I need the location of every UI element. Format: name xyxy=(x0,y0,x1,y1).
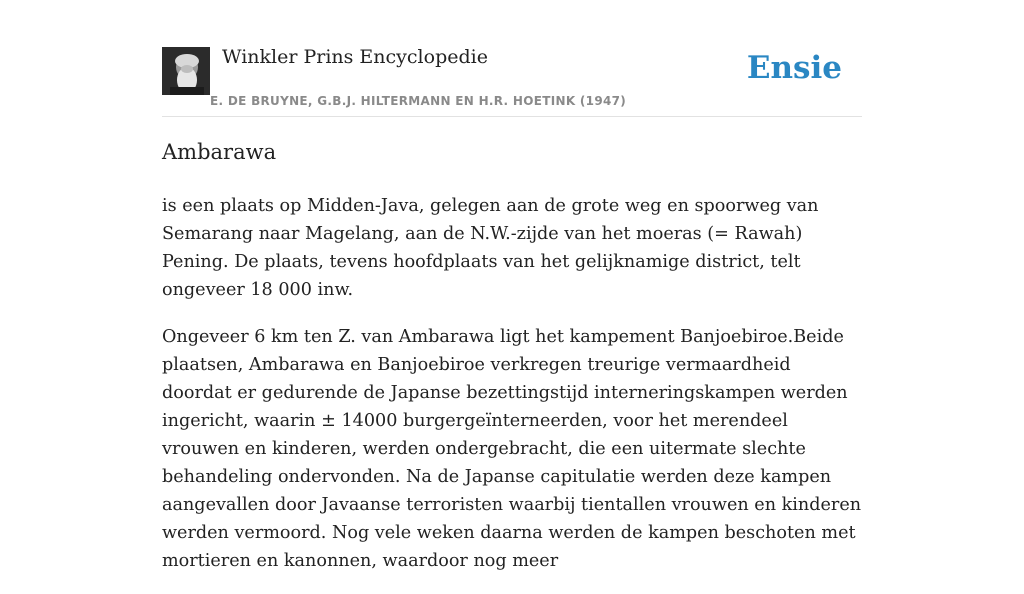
site-header xyxy=(162,0,862,117)
article-title: Ambarawa xyxy=(162,140,277,164)
paragraph: is een plaats op Midden-Java, gelegen aan de grote weg en spoorweg van Semarang naar Magelang, aan de N.W.-zijde van het moeras (= Rawah) Pening. De plaats, tevens hoofdplaats van het gelijknamige district, telt ongeveer 18 000 inw. xyxy=(162,196,819,300)
portrait-image xyxy=(162,47,210,95)
author-avatar[interactable] xyxy=(162,47,210,95)
authors-line: E. DE BRUYNE, G.B.J. HILTERMANN EN H.R. HOETINK (1947) xyxy=(210,94,627,108)
site-name[interactable]: Winkler Prins Encyclopedie xyxy=(222,46,488,68)
page-container xyxy=(162,0,862,571)
ensie-logo[interactable]: Ensie xyxy=(746,50,842,86)
paragraph: Ongeveer 6 km ten Z. van Ambarawa ligt het kampement Banjoebiroe.Beide plaatsen, Ambarawa en Banjoebiroe verkregen treurige vermaardheid doordat er gedurende de Japanse bezettingstijd interneringskampen werden ingericht, waarin ± 14000 burgergeïnterneerden, voor het merendeel vrouwen en kinderen, werden ondergebracht, die een uitermate slechte behandeling ondervonden. Na de Japanse capitulatie werden deze kampen aangevallen door Javaanse terroristen waarbij tientallen vrouwen en kinderen werden vermoord. Nog vele weken daarna werden de kampen beschoten met mortieren en kanonnen, waardoor nog meer xyxy=(162,327,862,571)
article-body xyxy=(162,192,862,594)
